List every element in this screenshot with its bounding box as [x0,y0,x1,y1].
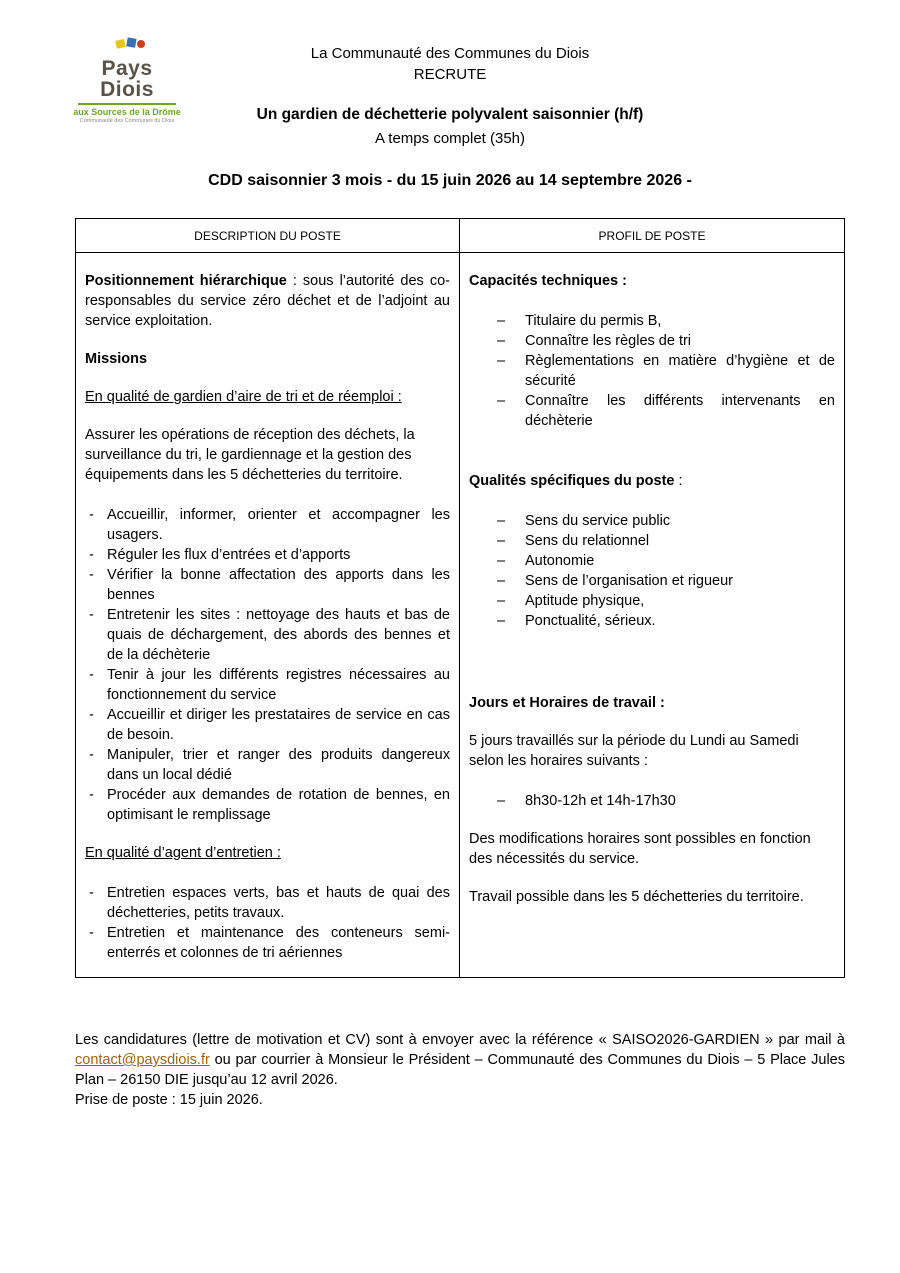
list-item: - Entretien espaces verts, bas et hauts de quai des déchetteries, petits travaux. [85,883,450,923]
application-instructions [75,1030,845,1110]
application-text-after: ou par courrier à Monsieur le Président – Communauté des Communes du Diois – 5 Place Jules Plan – 26150 DIE jusqu’au 12 avril 2026. [75,1052,845,1088]
list-item: – Autonomie [469,551,835,571]
list-item: – Aptitude physique, [469,591,835,611]
list-item: – Titulaire du permis B, [469,311,835,331]
work-time-line: A temps complet (35h) [374,130,526,147]
horaires-note: Des modifications horaires sont possibles en fonction des nécessités du service. [469,831,811,867]
positionnement-text: : sous l’autorité des co-responsables du service zéro déchet et de l’adjoint au service exploitation. [85,273,450,329]
list-item: - Accueillir et diriger les prestataires de service en cas de besoin. [85,705,450,745]
horaires-note2: Travail possible dans les 5 déchetteries du territoire. [469,889,804,905]
email-link[interactable]: contact@paysdiois.fr [75,1052,210,1068]
logo-subsubtitle: Communauté des Communes du Diois [79,118,175,124]
role1-bullet-list [85,505,450,825]
recruiting-line: RECRUTE [413,66,487,83]
list-item: - Tenir à jour les différents registres nécessaires au fonctionnement du service [85,665,450,705]
capacites-heading: Capacités techniques : [469,273,627,289]
horaires-bullet-list [469,791,835,811]
list-item: – Sens de l’organisation et rigueur [469,571,835,591]
positionnement-paragraph [85,271,450,331]
list-item: – 8h30-12h et 14h-17h30 [469,791,835,811]
column-header-profil: PROFIL DE POSTE [598,229,706,243]
profil-column [460,253,844,977]
job-description-table [75,218,845,978]
list-item: - Vérifier la bonne affectation des apports dans les bennes [85,565,450,605]
logo-title-line1: Pays [101,57,153,80]
contract-line: CDD saisonnier 3 mois - du 15 juin 2026 au 14 septembre 2026 - [208,172,692,189]
list-item: – Ponctualité, sérieux. [469,611,835,631]
list-item: – Sens du service public [469,511,835,531]
list-item: - Entretien et maintenance des conteneurs semi-enterrés et colonnes de tri aériennes [85,923,450,963]
table-body [76,253,844,977]
logo-title-line2: Diois [100,78,154,101]
positionnement-label: Positionnement hiérarchique [85,273,287,289]
role1-intro: Assurer les opérations de réception des déchets, la surveillance du tri, le gardiennage et la gestion des équipements dans les 5 déchetteries du territoire. [85,427,415,483]
description-column [76,253,460,977]
qualites-heading [469,471,835,491]
document-header [0,44,900,191]
role1-heading: En qualité de gardien d’aire de tri et de réemploi : [85,389,402,405]
missions-heading: Missions [85,351,148,367]
table-header-row [76,219,844,253]
list-item: – Sens du relationnel [469,531,835,551]
list-item: - Manipuler, trier et ranger des produits dangereux dans un local dédié [85,745,450,785]
qualites-heading-colon: : [674,473,683,489]
role2-heading: En qualité d’agent d’entretien : [85,845,281,861]
column-header-description: DESCRIPTION DU POSTE [76,219,460,252]
list-item: - Accueillir, informer, orienter et accompagner les usagers. [85,505,450,545]
list-item: - Entretenir les sites : nettoyage des hauts et bas de quais de déchargement, des abords des bennes et de la déchèterie [85,605,450,665]
application-paragraph [75,1030,845,1090]
list-item: – Connaître les règles de tri [469,331,835,351]
horaires-intro: 5 jours travaillés sur la période du Lundi au Samedi selon les horaires suivants : [469,733,799,769]
role2-bullet-list [85,883,450,963]
start-date-line: Prise de poste : 15 juin 2026. [75,1092,263,1108]
list-item: – Connaître les différents intervenants en déchèterie [469,391,835,431]
application-text-before: Les candidatures (lettre de motivation et CV) sont à envoyer avec la référence « SAISO2026-GARDIEN » par mail à [75,1032,845,1048]
list-item: - Réguler les flux d’entrées et d’apports [85,545,450,565]
list-item: – Règlementations en matière d’hygiène et de sécurité [469,351,835,391]
organization-name: La Communauté des Communes du Diois [310,45,590,62]
capacites-bullet-list [469,311,835,431]
job-title: Un gardien de déchetterie polyvalent saisonnier (h/f) [256,106,644,123]
list-item: - Procéder aux demandes de rotation de bennes, en optimisant le remplissage [85,785,450,825]
qualites-heading-text: Qualités spécifiques du poste [469,473,675,489]
horaires-heading: Jours et Horaires de travail : [469,695,665,711]
logo-subtitle: aux Sources de la Drôme [73,107,181,117]
qualites-bullet-list [469,511,835,631]
